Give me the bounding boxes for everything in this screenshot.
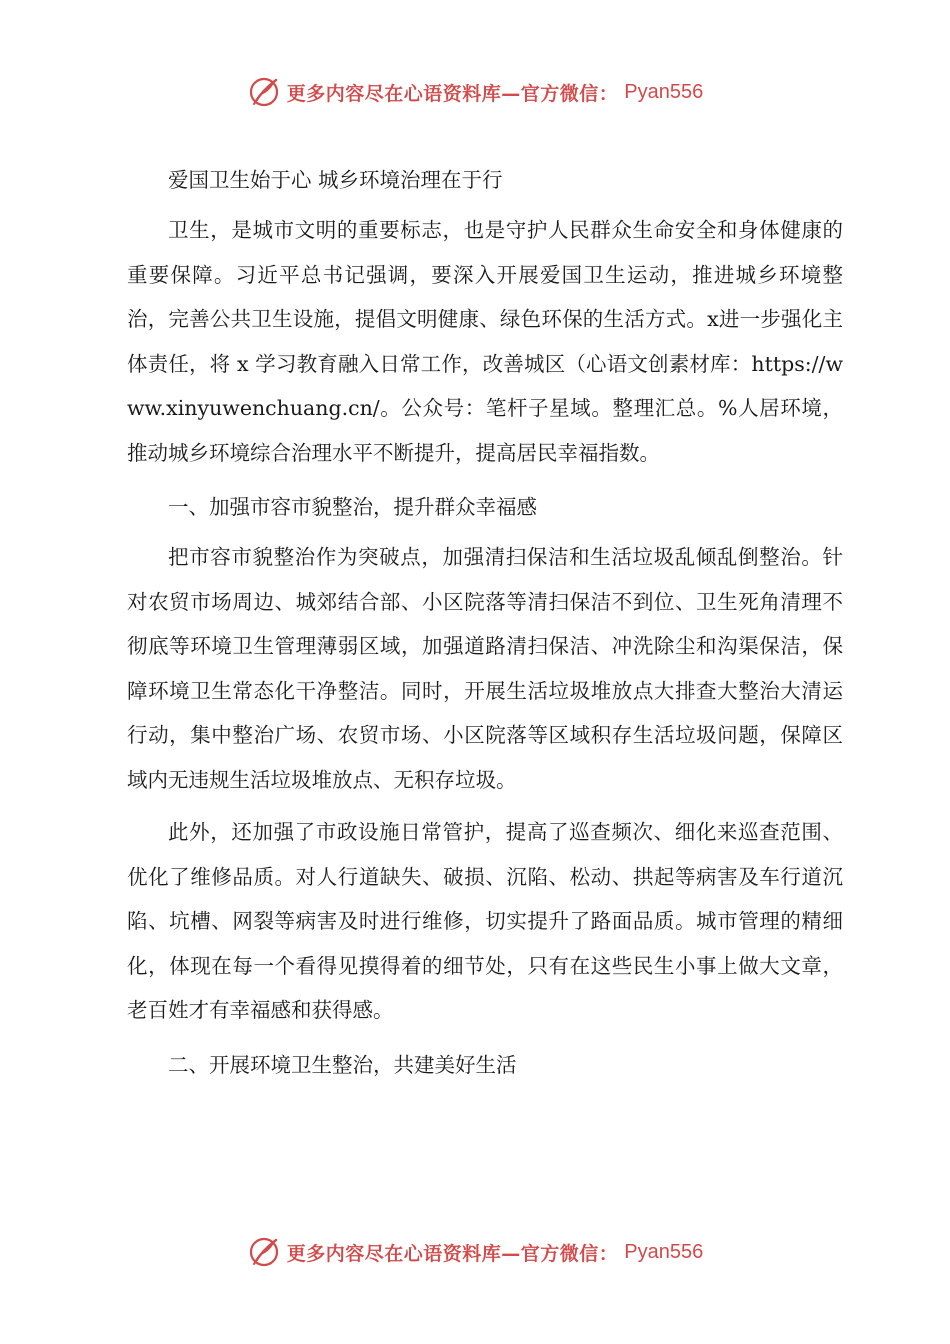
section-1-paragraph-1: 把市容市貌整治作为突破点，加强清扫保洁和生活垃圾乱倾乱倒整治。针对农贸市场周边、城郊结合部、小区院落等清扫保洁不到位、卫生死角清理不彻底等环境卫生管理薄弱区域，加强道路清扫保洁、冲洗除尘和沟渠保洁，保障环境卫生常态化干净整洁。同时，开展生活垃圾堆放点大排查大整治大清运行动，集中整治广场、农贸市场、小区院落等区域积存生活垃圾问题，保障区域内无违规生活垃圾堆放点、无积存垃圾。 xyxy=(127,545,843,792)
intro-paragraph: 卫生，是城市文明的重要标志，也是守护人民群众生命安全和身体健康的重要保障。习近平总书记强调，要深入开展爱国卫生运动，推进城乡环境整治，完善公共卫生设施，提倡文明健康、绿色环保的生活方式。x进一步强化主体责任，将 x 学习教育融入日常工作，改善城区（心语文创素材库：https://www.xinyuwenchuang.cn/。公众号：笔杆子星域。整理汇总。%人居环境， 推动城乡环境综合治理水平不断提升，提高居民幸福指数。 xyxy=(127,218,843,465)
watermark-wechat-id: Pyan556 xyxy=(624,80,704,103)
section-1-paragraph-2: 此外，还加强了市政设施日常管护，提高了巡查频次、细化来巡查范围、优化了维修品质。对人行道缺失、破损、沉陷、松动、拱起等病害及车行道沉陷、坑槽、网裂等病害及时进行维修，切实提升了路面品质。城市管理的精细化，体现在每一个看得见摸得着的细节处，只有在这些民生小事上做大文章，老百姓才有幸福感和获得感。 xyxy=(127,820,843,1022)
footer-watermark xyxy=(0,1232,950,1272)
document-body xyxy=(127,158,843,1093)
section-1-heading: 一、加强市容市貌整治，提升群众幸福感 xyxy=(168,495,537,519)
feather-logo-icon xyxy=(247,1235,281,1269)
document-title: 爱国卫生始于心 城乡环境治理在于行 xyxy=(168,168,503,192)
section-2-heading: 二、开展环境卫生整治，共建美好生活 xyxy=(168,1052,517,1077)
header-watermark xyxy=(0,72,950,112)
watermark-wechat-id: Pyan556 xyxy=(624,1240,704,1263)
feather-logo-icon xyxy=(247,75,281,109)
watermark-text: 更多内容尽在心语资料库—官方微信： xyxy=(286,82,619,105)
watermark-text: 更多内容尽在心语资料库—官方微信： xyxy=(286,1242,619,1265)
